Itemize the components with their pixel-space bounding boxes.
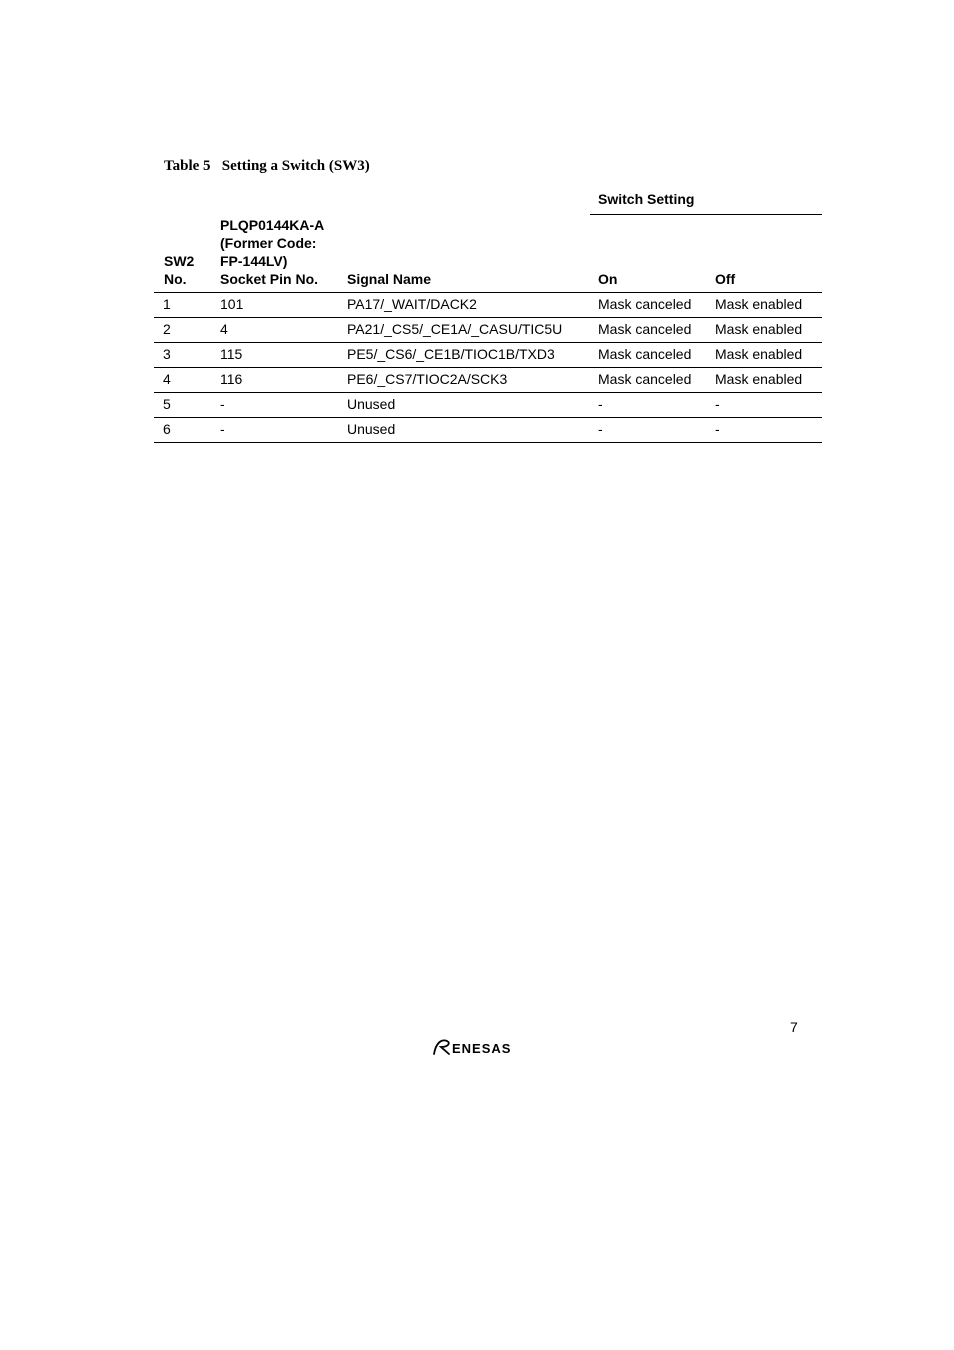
sw2-no-cell: 4 [163,371,171,387]
table-row [154,418,822,443]
off-cell: - [715,396,720,412]
signal-cell: PE5/_CS6/_CE1B/TIOC1B/TXD3 [347,346,555,362]
off-cell: Mask enabled [715,371,803,387]
on-cell: Mask canceled [598,296,692,312]
table-caption: Table 5 Setting a Switch (SW3) [164,158,370,174]
sw2-no-cell: 6 [163,421,171,437]
signal-cell: Unused [347,421,396,437]
signal-cell: PA17/_WAIT/DACK2 [347,296,477,312]
on-cell: Mask canceled [598,346,692,362]
pin-cell: 115 [220,346,243,362]
off-cell: - [715,421,720,437]
on-header: On [598,271,618,287]
pin-header-line: (Former Code: [220,235,317,251]
sw2-no-cell: 5 [163,396,171,412]
group-header-rule [590,214,822,215]
switch-setting-header: Switch Setting [598,191,695,207]
signal-cell: Unused [347,396,396,412]
signal-name-header: Signal Name [347,271,432,287]
sw2-no-cell: 1 [163,296,171,312]
pin-header-line: PLQP0144KA-A [220,217,325,233]
on-cell: - [598,421,603,437]
on-cell: - [598,396,603,412]
off-cell: Mask enabled [715,346,803,362]
svg-text:ENESAS: ENESAS [452,1041,512,1056]
pin-header-line: Socket Pin No. [220,271,319,287]
on-cell: Mask canceled [598,371,692,387]
off-cell: Mask enabled [715,321,803,337]
signal-cell: PA21/_CS5/_CE1A/_CASU/TIC5U [347,321,563,337]
table-row [154,293,822,318]
sw2-no-cell: 3 [163,346,171,362]
pin-cell: - [220,396,225,412]
table-row [154,318,822,343]
pin-header-line: FP-144LV) [220,253,288,269]
table-row [154,393,822,418]
sw2-header-line: SW2 [164,253,195,269]
table-body [154,293,822,443]
off-cell: Mask enabled [715,296,803,312]
on-cell: Mask canceled [598,321,692,337]
no-header-line: No. [164,271,187,287]
off-header: Off [715,271,736,287]
pin-cell: 116 [220,371,243,387]
pin-cell: - [220,421,225,437]
page-number: 7 [790,1019,798,1035]
table-row [154,368,822,393]
pin-cell: 4 [220,321,228,337]
socket-pin-header [220,216,324,288]
pin-cell: 101 [220,296,244,312]
table-row [154,343,822,368]
sw2-no-header [164,252,194,288]
sw2-no-cell: 2 [163,321,171,337]
renesas-logo [432,1036,532,1058]
signal-cell: PE6/_CS7/TIOC2A/SCK3 [347,371,508,387]
